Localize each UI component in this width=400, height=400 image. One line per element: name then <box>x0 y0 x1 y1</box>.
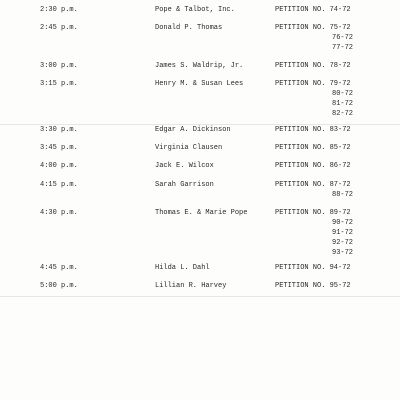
entry-time: 2:30 p.m. <box>40 6 78 14</box>
entry-petition-number: PETITION NO. 74-72 <box>275 6 351 14</box>
entry-petitioner: Henry M. & Susan Lees <box>155 80 244 88</box>
entry-petition-number: PETITION NO. 86-72 <box>275 162 351 170</box>
entry-petitioner: Thomas E. & Marie Pope <box>155 209 248 217</box>
page-fold-line <box>0 296 400 297</box>
entry-petition-continuation: 92-72 <box>332 239 354 247</box>
entry-petitioner: Jack E. Wilcox <box>155 162 214 170</box>
entry-petition-continuation: 90-72 <box>332 219 354 227</box>
entry-petition-continuation: 91-72 <box>332 229 354 237</box>
entry-time: 3:30 p.m. <box>40 126 78 134</box>
entry-petitioner: Virginia Clausen <box>155 144 223 152</box>
entry-petitioner: Pope & Talbot, Inc. <box>155 6 235 14</box>
entry-petition-continuation: 77-72 <box>332 44 354 52</box>
entry-petition-continuation: 93-72 <box>332 249 354 257</box>
entry-petition-number: PETITION NO. 89-72 <box>275 209 351 217</box>
entry-petitioner: James S. Waldrip, Jr. <box>155 62 244 70</box>
entry-petition-number: PETITION NO. 78-72 <box>275 62 351 70</box>
entry-time: 3:00 p.m. <box>40 62 78 70</box>
entry-petitioner: Donald P. Thomas <box>155 24 223 32</box>
entry-petition-number: PETITION NO. 79-72 <box>275 80 351 88</box>
entry-petition-number: PETITION NO. 85-72 <box>275 144 351 152</box>
entry-time: 4:30 p.m. <box>40 209 78 217</box>
entry-petitioner: Hilda L. Dahl <box>155 264 210 272</box>
entry-time: 4:15 p.m. <box>40 181 78 189</box>
entry-petitioner: Sarah Garrison <box>155 181 214 189</box>
entry-petitioner: Edgar A. Dickinson <box>155 126 231 134</box>
entry-petitioner: Lillian R. Harvey <box>155 282 227 290</box>
entry-time: 4:00 p.m. <box>40 162 78 170</box>
entry-petition-number: PETITION NO. 94-72 <box>275 264 351 272</box>
entry-petition-continuation: 76-72 <box>332 34 354 42</box>
entry-petition-number: PETITION NO. 83-72 <box>275 126 351 134</box>
entry-time: 3:45 p.m. <box>40 144 78 152</box>
entry-petition-continuation: 81-72 <box>332 100 354 108</box>
entry-time: 2:45 p.m. <box>40 24 78 32</box>
entry-petition-number: PETITION NO. 75-72 <box>275 24 351 32</box>
entry-petition-continuation: 80-72 <box>332 90 354 98</box>
entry-time: 5:00 p.m. <box>40 282 78 290</box>
entry-petition-number: PETITION NO. 87-72 <box>275 181 351 189</box>
entry-petition-continuation: 82-72 <box>332 110 354 118</box>
entry-time: 4:45 p.m. <box>40 264 78 272</box>
entry-time: 3:15 p.m. <box>40 80 78 88</box>
entry-petition-continuation: 88-72 <box>332 191 354 199</box>
entry-petition-number: PETITION NO. 95-72 <box>275 282 351 290</box>
page-fold-line <box>0 124 400 125</box>
